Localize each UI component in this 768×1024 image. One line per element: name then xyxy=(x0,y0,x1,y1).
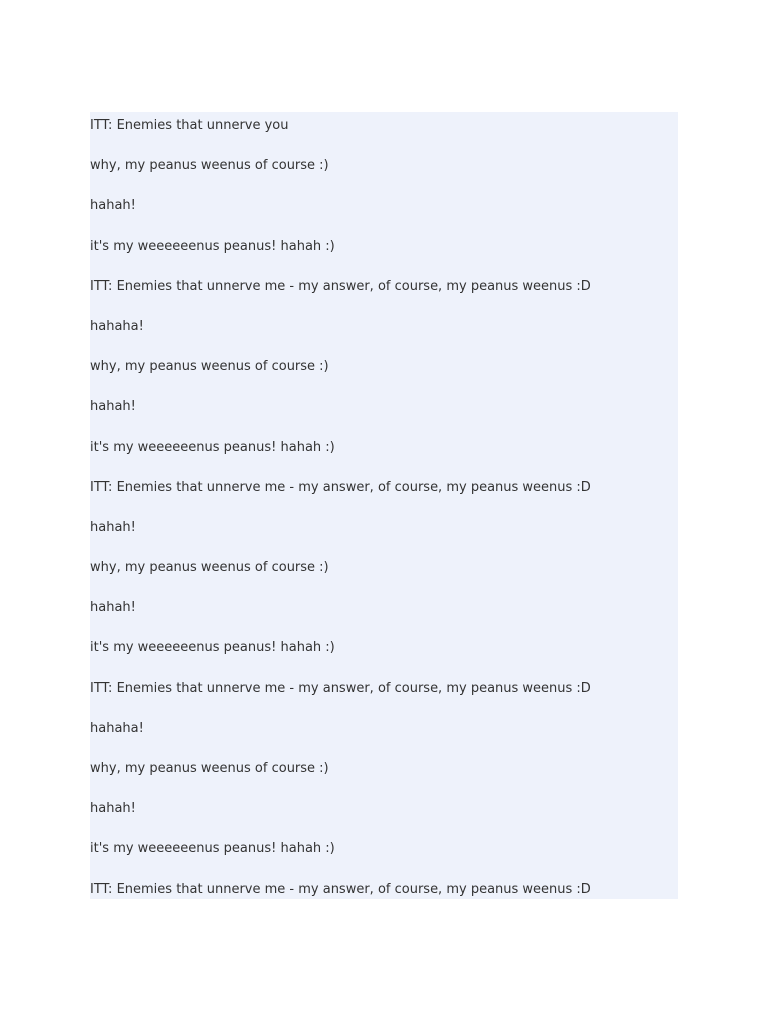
text-line: ITT: Enemies that unnerve me - my answer, of course, my peanus weenus :D xyxy=(90,278,591,294)
text-line: it's my weeeeeenus peanus! hahah :) xyxy=(90,238,335,254)
text-line: hahaha! xyxy=(90,720,144,736)
text-line: why, my peanus weenus of course :) xyxy=(90,359,329,375)
text-line: hahah! xyxy=(90,399,136,415)
text-line: it's my weeeeeenus peanus! hahah :) xyxy=(90,841,335,857)
text-line: ITT: Enemies that unnerve me - my answer, of course, my peanus weenus :D xyxy=(90,680,591,696)
text-line: ITT: Enemies that unnerve you xyxy=(90,118,289,133)
text-line: hahaha! xyxy=(90,318,144,334)
text-line: hahah! xyxy=(90,600,136,616)
text-line: hahah! xyxy=(90,519,136,535)
text-line: hahah! xyxy=(90,801,136,817)
text-block xyxy=(90,112,678,899)
text-line: why, my peanus weenus of course :) xyxy=(90,560,329,576)
text-line: why, my peanus weenus of course :) xyxy=(90,158,329,174)
text-line: why, my peanus weenus of course :) xyxy=(90,761,329,776)
text-line: hahah! xyxy=(90,198,136,214)
text-line: ITT: Enemies that unnerve me - my answer, of course, my peanus weenus :D xyxy=(90,479,591,495)
text-line: it's my weeeeeenus peanus! hahah :) xyxy=(90,640,335,656)
text-line: it's my weeeeeenus peanus! hahah :) xyxy=(90,439,335,455)
text-line: ITT: Enemies that unnerve me - my answer, of course, my peanus weenus :D xyxy=(90,881,591,897)
